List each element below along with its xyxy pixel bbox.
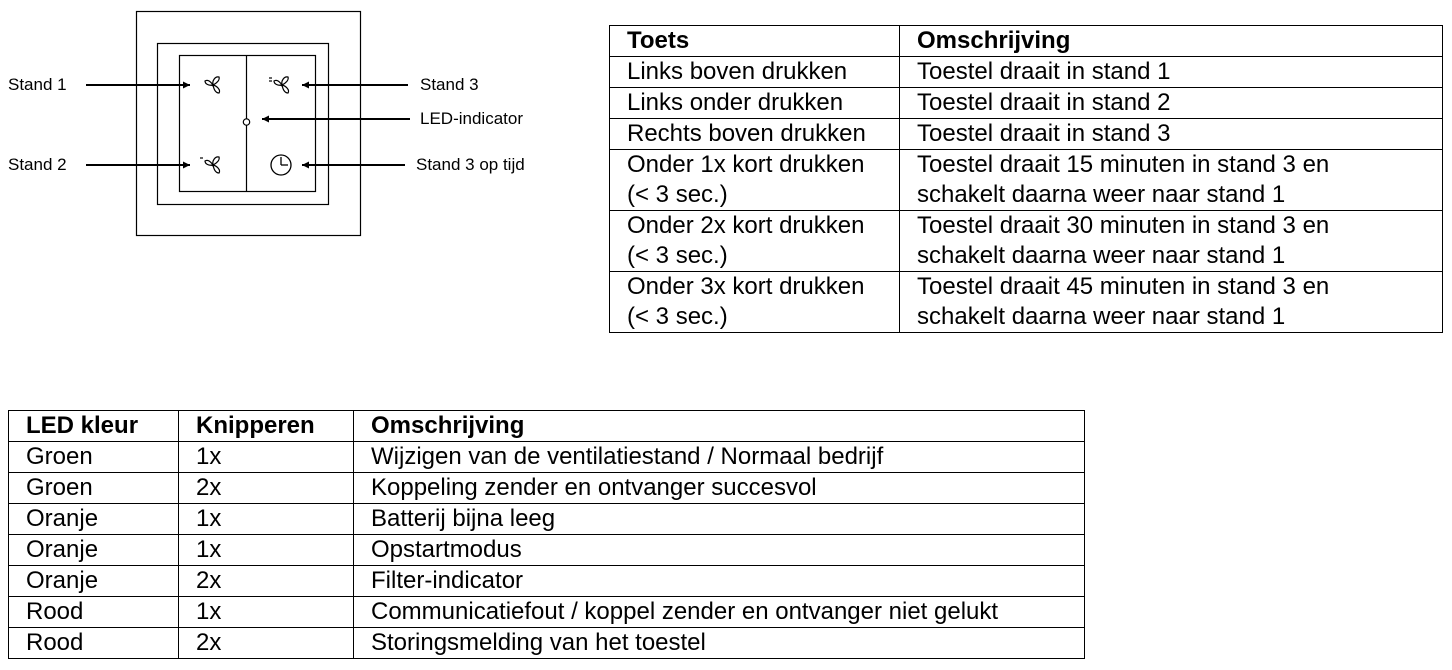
led-omschrijving-cell: Filter-indicator (354, 566, 1085, 597)
omschrijving-cell: Toestel draait 45 minuten in stand 3 en schakelt daarna weer naar stand 1 (900, 272, 1443, 333)
toets-cell: Links boven drukken (610, 57, 900, 88)
table-row (610, 57, 1443, 88)
led-omschrijving-cell: Koppeling zender en ontvanger succesvol (354, 473, 1085, 504)
led-kleur-cell: Oranje (9, 504, 179, 535)
omschrijving-cell: Toestel draait 30 minuten in stand 3 en schakelt daarna weer naar stand 1 (900, 211, 1443, 272)
fan-medium-icon[interactable] (200, 157, 220, 173)
led-table (8, 410, 1085, 659)
knipperen-cell: 1x (179, 535, 354, 566)
led-indicator (243, 119, 249, 125)
knipperen-cell: 2x (179, 473, 354, 504)
toets-cell: Onder 2x kort drukken (< 3 sec.) (610, 211, 900, 272)
table-row (610, 119, 1443, 150)
led-omschrijving-cell: Batterij bijna leeg (354, 504, 1085, 535)
table-row (9, 566, 1085, 597)
led-omschrijving-cell: Communicatiefout / koppel zender en ontvanger niet gelukt (354, 597, 1085, 628)
table-row (610, 88, 1443, 119)
header-toets: Toets (610, 26, 900, 57)
led-kleur-cell: Oranje (9, 566, 179, 597)
table-row (9, 597, 1085, 628)
table-row (9, 442, 1085, 473)
knipperen-cell: 1x (179, 597, 354, 628)
keys-header-row (610, 26, 1443, 57)
led-omschrijving-cell: Opstartmodus (354, 535, 1085, 566)
knipperen-cell: 2x (179, 628, 354, 659)
led-kleur-cell: Oranje (9, 535, 179, 566)
led-kleur-cell: Rood (9, 628, 179, 659)
table-row (610, 272, 1443, 333)
led-omschrijving-cell: Wijzigen van de ventilatiestand / Normaal bedrijf (354, 442, 1085, 473)
toets-cell: Rechts boven drukken (610, 119, 900, 150)
led-kleur-cell: Groen (9, 473, 179, 504)
label-stand2: Stand 2 (8, 155, 67, 174)
keys-table (609, 25, 1443, 333)
led-kleur-cell: Rood (9, 597, 179, 628)
label-led-indicator: LED-indicator (420, 109, 523, 128)
led-header-row (9, 411, 1085, 442)
inner-frame (158, 44, 329, 205)
label-stand1: Stand 1 (8, 75, 67, 94)
knipperen-cell: 1x (179, 442, 354, 473)
header-omschrijving: Omschrijving (900, 26, 1443, 57)
toets-cell: Links onder drukken (610, 88, 900, 119)
table-row (9, 628, 1085, 659)
fan-high-icon[interactable] (269, 77, 289, 93)
omschrijving-cell: Toestel draait in stand 3 (900, 119, 1443, 150)
knipperen-cell: 2x (179, 566, 354, 597)
toets-cell: Onder 3x kort drukken (< 3 sec.) (610, 272, 900, 333)
omschrijving-cell: Toestel draait 15 minuten in stand 3 en schakelt daarna weer naar stand 1 (900, 150, 1443, 211)
table-row (9, 535, 1085, 566)
led-kleur-cell: Groen (9, 442, 179, 473)
header-led-kleur: LED kleur (9, 411, 179, 442)
table-row (9, 504, 1085, 535)
header-led-omschrijving: Omschrijving (354, 411, 1085, 442)
toets-cell: Onder 1x kort drukken (< 3 sec.) (610, 150, 900, 211)
table-row (610, 211, 1443, 272)
led-omschrijving-cell: Storingsmelding van het toestel (354, 628, 1085, 659)
table-row (9, 473, 1085, 504)
omschrijving-cell: Toestel draait in stand 2 (900, 88, 1443, 119)
knipperen-cell: 1x (179, 504, 354, 535)
label-stand3: Stand 3 (420, 75, 479, 94)
table-row (610, 150, 1443, 211)
omschrijving-cell: Toestel draait in stand 1 (900, 57, 1443, 88)
fan-low-icon[interactable] (205, 77, 220, 93)
clock-icon[interactable] (271, 155, 291, 175)
header-knipperen: Knipperen (179, 411, 354, 442)
label-stand3-timed: Stand 3 op tijd (416, 155, 525, 174)
